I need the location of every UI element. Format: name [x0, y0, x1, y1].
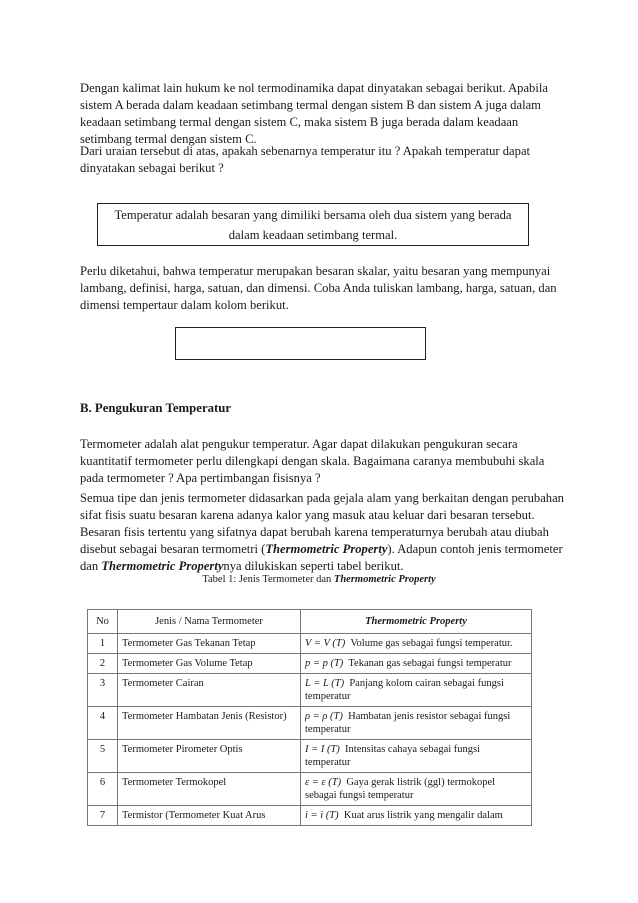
table-row [88, 806, 532, 826]
header-no: No [88, 610, 118, 634]
cell-name: Termistor (Termometer Kuat Arus [118, 806, 301, 826]
paragraph: Termometer adalah alat pengukur temperatur. Agar dapat dilakukan pengukuran secara kuantitatif termometer perlu dilengkapi dengan skala. Bagaimana caranya membubuhi skala pada termometer ? Apa pertimbangan fisisnya ? [80, 437, 545, 485]
paragraph: Dengan kalimat lain hukum ke nol termodinamika dapat dinyatakan sebagai berikut. Apabila sistem A berada dalam keadaan setimbang termal dengan sistem B dan sistem A juga dalam keadaan setimbang termal dengan sistem C, maka sistem B juga berada dalam keadaan setimbang termal dengan sistem C. [80, 81, 548, 146]
paragraph: Dari uraian tersebut di atas, apakah sebenarnya temperatur itu ? Apakah temperatur dapat dinyatakan sebagai berikut ? [80, 144, 531, 175]
cell-name: Termometer Hambatan Jenis (Resistor) [118, 707, 301, 740]
cell-no: 3 [88, 674, 118, 707]
table-row [88, 654, 532, 674]
cell-name: Termometer Gas Volume Tetap [118, 654, 301, 674]
cell-no: 2 [88, 654, 118, 674]
header-name: Jenis / Nama Termometer [118, 610, 301, 634]
cell-name: Termometer Pirometer Optis [118, 740, 301, 773]
cell-property: ε = ε (T) Gaya gerak listrik (ggl) termokopel sebagai fungsi temperatur [301, 773, 532, 806]
table-row [88, 773, 532, 806]
table-row [88, 634, 532, 654]
cell-name: Termometer Termokopel [118, 773, 301, 806]
thermometer-table [87, 609, 532, 826]
cell-no: 4 [88, 707, 118, 740]
table-row [88, 674, 532, 707]
table-row [88, 740, 532, 773]
answer-box [175, 327, 426, 360]
paragraph: Perlu diketahui, bahwa temperatur merupakan besaran skalar, yaitu besaran yang mempunyai lambang, definisi, harga, satuan, dan dimensi. Coba Anda tuliskan lambang, harga, satuan, dan dimensi tempertaur dalam kolom berikut. [80, 264, 557, 312]
definition-box: Temperatur adalah besaran yang dimiliki bersama oleh dua sistem yang berada dalam keadaan setimbang termal. [97, 203, 529, 246]
cell-property: ρ = ρ (T) Hambatan jenis resistor sebagai fungsi temperatur [301, 707, 532, 740]
cell-property: i = i (T) Kuat arus listrik yang mengalir dalam [301, 806, 532, 826]
cell-no: 7 [88, 806, 118, 826]
cell-property: V = V (T) Volume gas sebagai fungsi temperatur. [301, 634, 532, 654]
header-property: Thermometric Property [301, 610, 532, 634]
cell-property: L = L (T) Panjang kolom cairan sebagai fungsi temperatur [301, 674, 532, 707]
cell-name: Termometer Gas Tekanan Tetap [118, 634, 301, 654]
cell-property: p = p (T) Tekanan gas sebagai fungsi temperatur [301, 654, 532, 674]
section-heading: B. Pengukuran Temperatur [80, 401, 232, 415]
table-caption: Tabel 1: Jenis Termometer dan Thermometric Property [202, 574, 436, 585]
cell-no: 1 [88, 634, 118, 654]
paragraph: Semua tipe dan jenis termometer didasarkan pada gejala alam yang berkaitan dengan perubahan sifat fisis suatu besaran karena adanya kalor yang masuk atau keluar dari besaran tersebut. Besaran fisis tertentu yang sifatnya dapat berubah karena temperaturnya berubah atau diubah disebut sebagai besaran termometri (Thermometric Property). Adapun contoh jenis termometer dan Thermometric Propertynya dilukiskan seperti tabel berikut. [80, 491, 564, 573]
cell-name: Termometer Cairan [118, 674, 301, 707]
table-row [88, 707, 532, 740]
cell-no: 6 [88, 773, 118, 806]
cell-no: 5 [88, 740, 118, 773]
cell-property: I = I (T) Intensitas cahaya sebagai fungsi temperatur [301, 740, 532, 773]
